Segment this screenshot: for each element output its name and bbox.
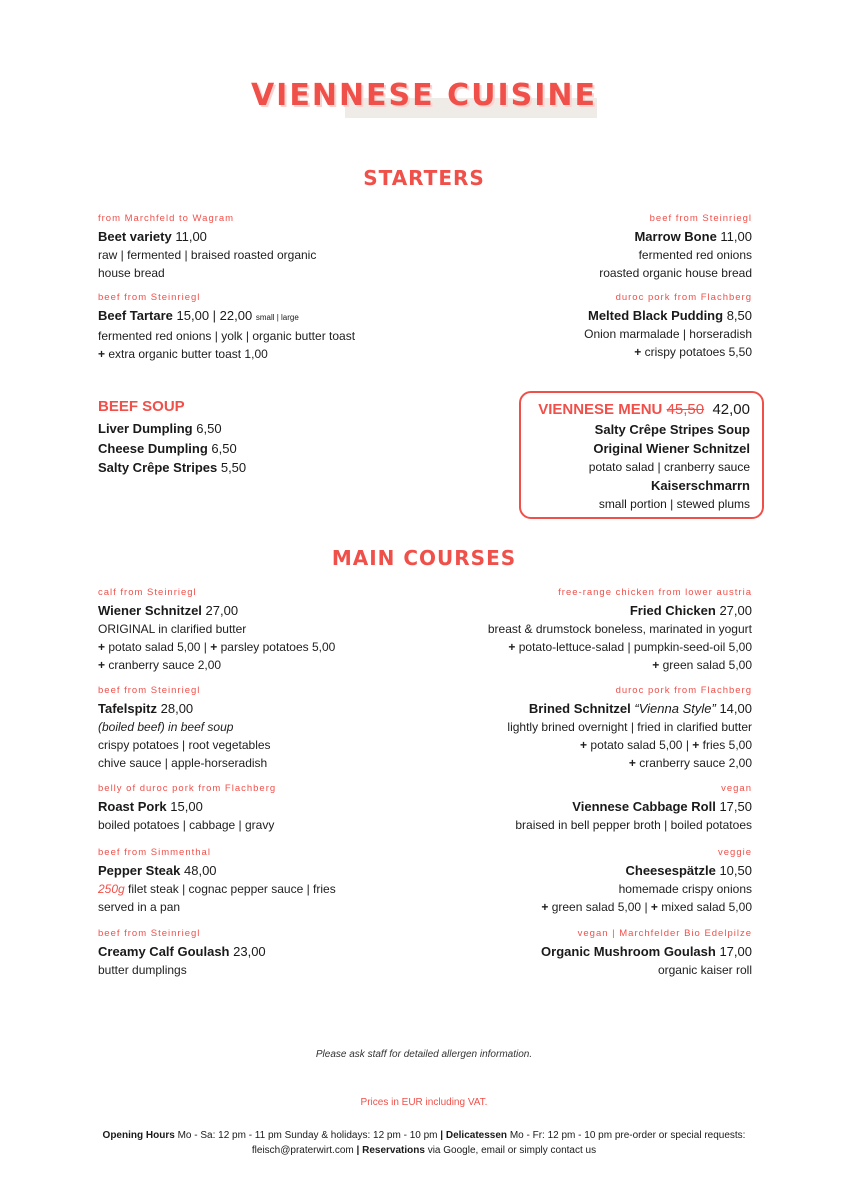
allergen-note: Please ask staff for detailed allergen information. bbox=[315, 1049, 533, 1060]
item-desc: lightly brined overnight | fried in clarified butter bbox=[507, 720, 752, 734]
menu-item-marrow-bone bbox=[412, 212, 752, 282]
plus-sign: + bbox=[98, 347, 106, 361]
item-name: Wiener Schnitzel bbox=[98, 603, 202, 618]
menu-item-cheesespaetzle bbox=[432, 846, 752, 916]
plus-sign: + bbox=[652, 658, 660, 672]
item-desc: filet steak | cognac pepper sauce | fries bbox=[128, 882, 336, 896]
soup-item bbox=[98, 439, 398, 459]
menu-item-beet-variety bbox=[98, 212, 438, 282]
item-name: Beef Tartare bbox=[98, 308, 173, 323]
item-desc: breast & drumstock boneless, marinated in yogurt bbox=[487, 622, 752, 636]
item-origin: beef from Simmenthal bbox=[98, 847, 211, 858]
menu-item-tafelspitz bbox=[98, 684, 438, 772]
new-price: 42,00 bbox=[712, 401, 750, 418]
menu-course: Kaiserschmarrn bbox=[651, 478, 750, 493]
item-desc: butter dumplings bbox=[98, 963, 187, 977]
item-name: Cheesespätzle bbox=[625, 863, 716, 878]
item-desc: roasted organic house bread bbox=[599, 266, 752, 280]
item-price: 11,00 bbox=[175, 229, 207, 244]
item-name: Beet variety bbox=[98, 229, 172, 244]
item-price: 15,00 | 22,00 bbox=[176, 308, 253, 323]
side-option: potato salad 5,00 | bbox=[590, 738, 689, 752]
item-name: Melted Black Pudding bbox=[587, 308, 724, 323]
item-origin: beef from Steinriegl bbox=[98, 685, 201, 696]
menu-item-calf-goulash bbox=[98, 927, 438, 979]
side-option: potato-lettuce-salad | pumpkin-seed-oil 5,00 bbox=[518, 640, 752, 654]
item-desc: Onion marmalade | horseradish bbox=[584, 327, 752, 341]
item-origin: veggie bbox=[718, 847, 752, 858]
item-desc: (boiled beef) in beef soup bbox=[98, 720, 234, 734]
item-name: Roast Pork bbox=[98, 799, 167, 814]
item-price: 23,00 bbox=[233, 944, 266, 959]
item-name: Pepper Steak bbox=[98, 863, 181, 878]
side-option: green salad 5,00 | bbox=[551, 900, 648, 914]
side-option: green salad 5,00 bbox=[662, 658, 752, 672]
menu-course: Salty Crêpe Stripes Soup bbox=[594, 422, 750, 437]
opening-hours: Mo - Sa: 12 pm - 11 pm Sunday & holidays: 12 pm - 10 pm bbox=[177, 1130, 438, 1141]
page-title: VIENNESE CUISINE bbox=[250, 78, 598, 113]
item-price: 28,00 bbox=[160, 701, 194, 716]
item-desc: ORIGINAL in clarified butter bbox=[98, 622, 247, 636]
side-option: cranberry sauce 2,00 bbox=[639, 756, 752, 770]
item-desc: fermented red onions | yolk | organic butter toast bbox=[98, 329, 356, 343]
side-option: fries 5,00 bbox=[702, 738, 752, 752]
item-origin: duroc pork from Flachberg bbox=[615, 292, 752, 303]
item-origin: vegan bbox=[721, 783, 752, 794]
menu-item-black-pudding bbox=[412, 291, 752, 361]
opening-hours-label: Opening Hours bbox=[102, 1130, 175, 1141]
menu-course: Original Wiener Schnitzel bbox=[593, 441, 750, 456]
menu-item-mushroom-goulash bbox=[432, 927, 752, 979]
item-price: 5,50 bbox=[220, 460, 247, 475]
item-origin: from Marchfeld to Wagram bbox=[98, 213, 235, 224]
plus-sign: + bbox=[580, 738, 588, 752]
menu-item-beef-tartare bbox=[98, 291, 438, 363]
menu-course-note: small portion | stewed plums bbox=[598, 497, 750, 511]
item-price: 14,00 bbox=[719, 701, 752, 716]
item-origin: vegan | Marchfelder Bio Edelpilze bbox=[577, 928, 752, 939]
item-desc: braised in bell pepper broth | boiled potatoes bbox=[515, 818, 752, 832]
size-note: small | large bbox=[255, 313, 299, 322]
item-origin: calf from Steinriegl bbox=[98, 587, 197, 598]
item-extra: extra organic butter toast 1,00 bbox=[108, 347, 268, 361]
item-origin: free-range chicken from lower austria bbox=[558, 587, 752, 598]
item-desc: crispy potatoes | root vegetables bbox=[98, 738, 271, 752]
soup-item bbox=[98, 458, 398, 478]
item-price: 17,50 bbox=[719, 799, 752, 814]
plus-sign: + bbox=[541, 900, 549, 914]
starters-heading: STARTERS bbox=[363, 166, 485, 190]
item-price: 27,00 bbox=[205, 603, 239, 618]
side-option: potato salad 5,00 | bbox=[108, 640, 207, 654]
item-desc: homemade crispy onions bbox=[618, 882, 752, 896]
item-origin: beef from Steinriegl bbox=[98, 928, 201, 939]
item-name: Viennese Cabbage Roll bbox=[572, 799, 716, 814]
menu-item-roast-pork bbox=[98, 782, 438, 834]
item-desc: raw | fermented | braised roasted organic bbox=[98, 248, 317, 262]
menu-course-note: potato salad | cranberry sauce bbox=[588, 460, 750, 474]
item-extra: crispy potatoes 5,50 bbox=[644, 345, 752, 359]
header bbox=[0, 78, 848, 113]
menu-item-wiener-schnitzel bbox=[98, 586, 438, 674]
plus-sign: + bbox=[98, 640, 106, 654]
vat-note: Prices in EUR including VAT. bbox=[360, 1097, 488, 1108]
item-style: “Vienna Style” bbox=[634, 701, 716, 716]
item-price: 6,50 bbox=[196, 421, 222, 436]
item-desc: served in a pan bbox=[98, 900, 181, 914]
item-name: Brined Schnitzel bbox=[528, 701, 631, 716]
plus-sign: + bbox=[508, 640, 516, 654]
side-option: mixed salad 5,00 bbox=[661, 900, 752, 914]
soup-item bbox=[98, 419, 398, 439]
beef-soup-heading: BEEF SOUP bbox=[98, 398, 185, 415]
item-desc: chive sauce | apple-horseradish bbox=[98, 756, 268, 770]
item-name: Organic Mushroom Goulash bbox=[541, 944, 716, 959]
plus-sign: + bbox=[650, 900, 658, 914]
main-courses-heading: MAIN COURSES bbox=[331, 546, 517, 570]
reservations-label: Reservations bbox=[362, 1145, 425, 1156]
plus-sign: + bbox=[634, 345, 642, 359]
menu-item-pepper-steak bbox=[98, 846, 438, 916]
item-name: Fried Chicken bbox=[629, 603, 716, 618]
menu-item-fried-chicken bbox=[432, 586, 752, 674]
footer-separator: | bbox=[440, 1130, 444, 1141]
item-price: 8,50 bbox=[726, 308, 752, 323]
plus-sign: + bbox=[98, 658, 106, 672]
item-weight: 250g bbox=[98, 882, 125, 896]
item-origin: beef from Steinriegl bbox=[98, 292, 201, 303]
item-name: Creamy Calf Goulash bbox=[98, 944, 230, 959]
item-origin: duroc pork from Flachberg bbox=[615, 685, 752, 696]
plus-sign: + bbox=[692, 738, 700, 752]
plus-sign: + bbox=[210, 640, 218, 654]
delicatessen-label: Delicatessen bbox=[445, 1130, 508, 1141]
item-desc: organic kaiser roll bbox=[657, 963, 752, 977]
footer-separator: | bbox=[356, 1145, 360, 1156]
item-price: 48,00 bbox=[184, 863, 217, 878]
viennese-menu-box bbox=[519, 391, 764, 519]
item-origin: belly of duroc pork from Flachberg bbox=[98, 783, 277, 794]
item-name: Liver Dumpling bbox=[98, 421, 193, 436]
plus-sign: + bbox=[628, 756, 636, 770]
item-desc: boiled potatoes | cabbage | gravy bbox=[98, 818, 275, 832]
delicatessen-hours: Mo - Fr: 12 pm - 10 pm pre-order or special requests: bbox=[509, 1130, 746, 1141]
item-price: 6,50 bbox=[211, 440, 237, 456]
item-price: 15,00 bbox=[170, 799, 203, 814]
item-name: Tafelspitz bbox=[98, 701, 157, 716]
item-price: 11,00 bbox=[720, 229, 752, 244]
old-price: 45,50 bbox=[666, 401, 705, 418]
contact-email[interactable]: fleisch@praterwirt.com bbox=[251, 1145, 354, 1156]
item-name: Marrow Bone bbox=[634, 229, 717, 244]
item-origin: beef from Steinriegl bbox=[649, 213, 752, 224]
item-desc: house bread bbox=[98, 266, 165, 280]
viennese-menu-heading: VIENNESE MENU bbox=[538, 401, 663, 418]
beef-soup-section bbox=[98, 398, 398, 478]
item-price: 17,00 bbox=[719, 944, 752, 959]
item-price: 27,00 bbox=[719, 603, 752, 618]
item-name: Cheese Dumpling bbox=[98, 440, 208, 456]
menu-item-cabbage-roll bbox=[432, 782, 752, 834]
reservations-info: via Google, email or simply contact us bbox=[427, 1145, 597, 1156]
menu-item-brined-schnitzel bbox=[432, 684, 752, 772]
footer bbox=[40, 1128, 808, 1158]
side-option: parsley potatoes 5,00 bbox=[220, 640, 336, 654]
item-name: Salty Crêpe Stripes bbox=[98, 460, 218, 475]
item-price: 10,50 bbox=[719, 863, 752, 878]
side-option: cranberry sauce 2,00 bbox=[108, 658, 222, 672]
item-desc: fermented red onions bbox=[638, 248, 752, 262]
